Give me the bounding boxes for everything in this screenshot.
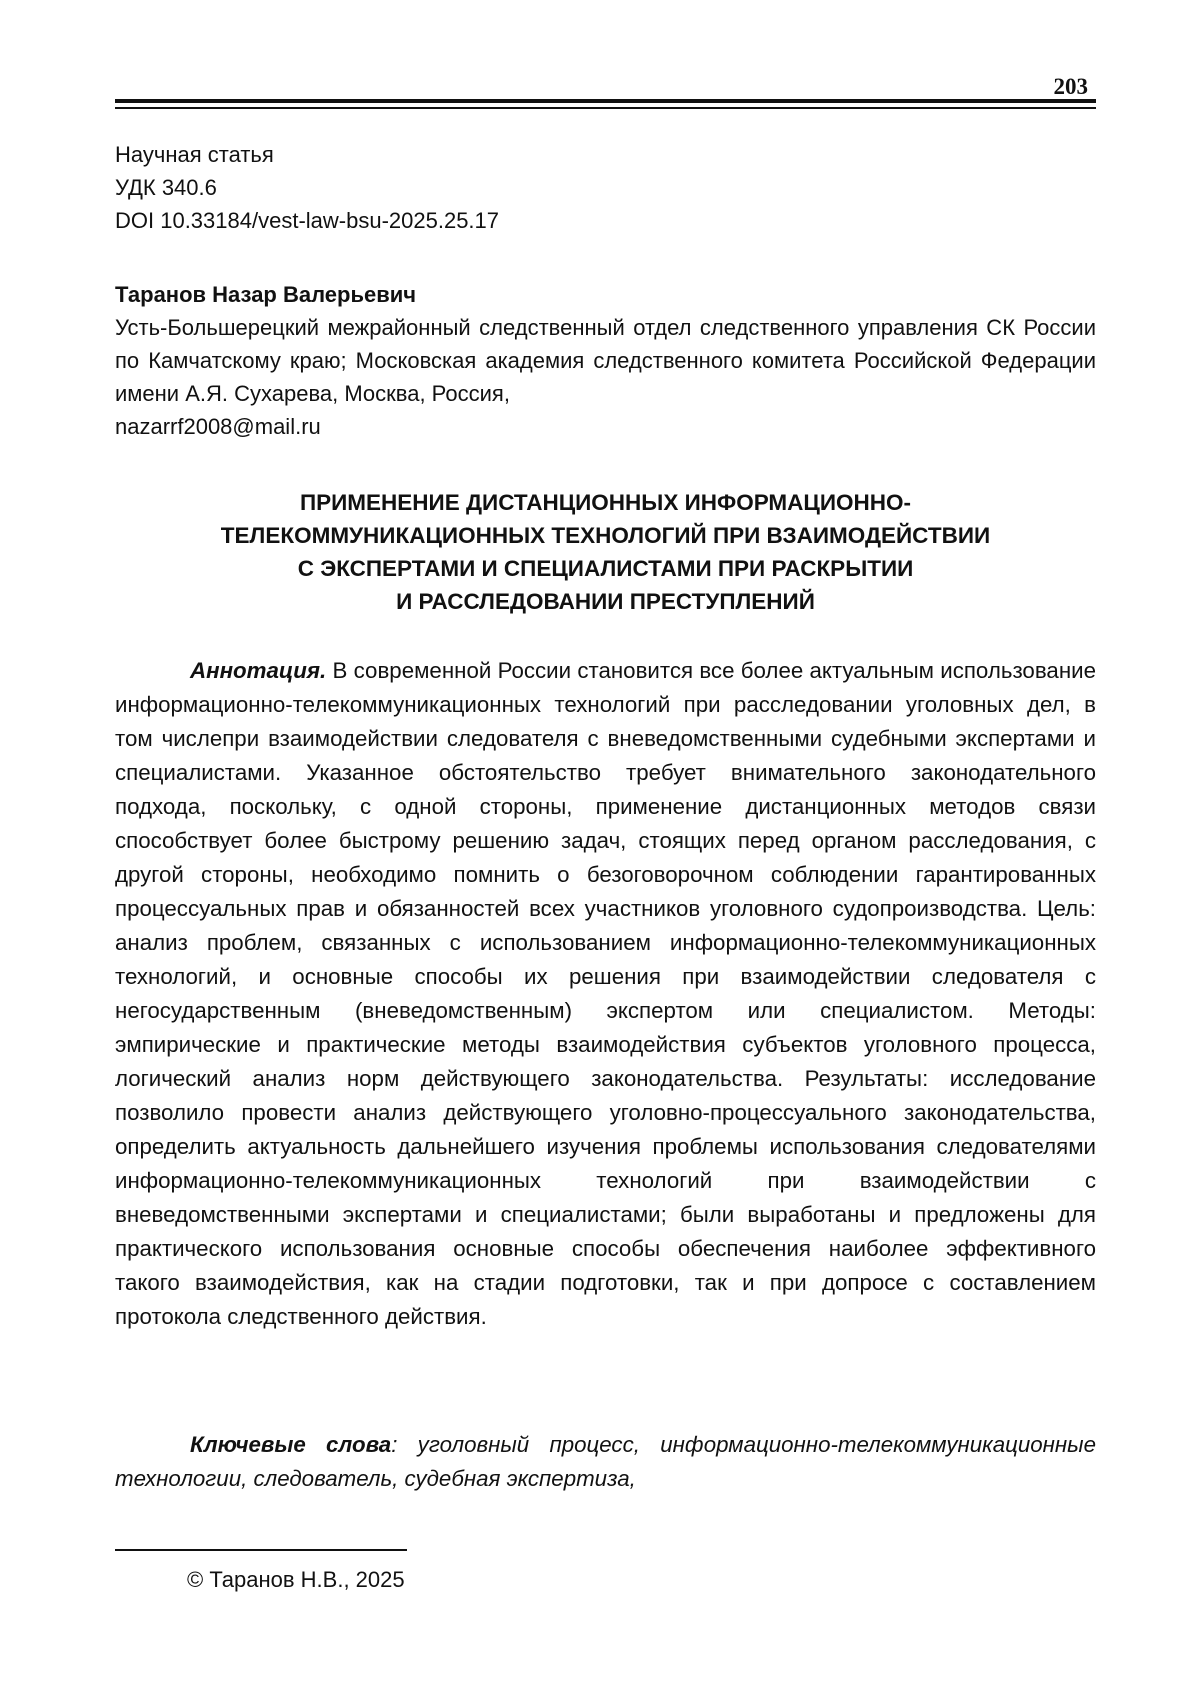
keywords-text: : уголовный процесс, информационно-телекоммуникационные технологии, следователь, судебная экспертиза,: [115, 1432, 1096, 1491]
article-meta: [115, 138, 499, 237]
title-line-2: ТЕЛЕКОММУНИКАЦИОННЫХ ТЕХНОЛОГИЙ ПРИ ВЗАИМОДЕЙСТВИИ: [220, 523, 991, 548]
title-line-4: И РАССЛЕДОВАНИИ ПРЕСТУПЛЕНИЙ: [396, 589, 815, 614]
header-rule-thin: [115, 107, 1096, 109]
udc-code: УДК 340.6: [115, 175, 217, 200]
footnote-rule: [115, 1549, 407, 1551]
title-line-1: ПРИМЕНЕНИЕ ДИСТАНЦИОННЫХ ИНФОРМАЦИОННО-: [299, 490, 912, 515]
abstract: [115, 654, 1096, 1334]
copyright-note: © Таранов Н.В., 2025: [187, 1567, 405, 1592]
keywords: [115, 1428, 1096, 1496]
author-affiliation: Усть-Большерецкий межрайонный следственный отдел следственного управления СК России по Камчатскому краю; Московская академия следственного комитета Российской Федерации имени А.Я. Сухарева, Москва, Россия,: [115, 315, 1096, 406]
abstract-label: Аннотация.: [190, 658, 327, 683]
author-block: [115, 278, 1096, 443]
abstract-text: В современной России становится все более актуальным использование информационно-телекоммуникационных технологий при расследовании уголовных дел, в том числепри взаимодействии следователя с вневедомственными судебными экспертами и специалистами. Указанное обстоятельство требует внимательного законодательного подхода, поскольку, с одной стороны, применение дистанционных методов связи способствует более быстрому решению задач, стоящих перед органом расследования, с другой стороны, необходимо помнить о безоговорочном соблюдении гарантированных процессуальных прав и обязанностей всех участников уголовного судопроизводства. Цель: анализ проблем, связанных с использованием информационно-телекоммуникационных технологий, и основные способы их решения при взаимодействии следователя с негосударственным (вневедомственным) экспертом или специалистом. Методы: эмпирические и практические методы взаимодействия субъектов уголовного процесса, логический анализ норм действующего законодательства. Результаты: исследование позволило провести анализ действующего уголовно-процессуального законодательства, определить актуальность дальнейшего изучения проблемы использования следователями информационно-телекоммуникационных технологий при взаимодействии с вневедомственными экспертами и специалистами; были выработаны и предложены для практического использования основные способы обеспечения наиболее эффективного такого взаимодействия, как на стадии подготовки, так и при допросе с составлением протокола следственного действия.: [115, 658, 1096, 1329]
doi: DOI 10.33184/vest-law-bsu-2025.25.17: [115, 208, 500, 233]
header-rule-thick: [115, 99, 1096, 103]
author-name: Таранов Назар Валерьевич: [115, 282, 417, 307]
keywords-label: Ключевые слова: [190, 1432, 392, 1457]
page-number: 203: [1053, 74, 1088, 99]
author-email: nazarrf2008@mail.ru: [115, 414, 321, 439]
article-type: Научная статья: [115, 142, 274, 167]
title-line-3: С ЭКСПЕРТАМИ И СПЕЦИАЛИСТАМИ ПРИ РАСКРЫТИИ: [297, 556, 914, 581]
article-title: [115, 486, 1096, 618]
